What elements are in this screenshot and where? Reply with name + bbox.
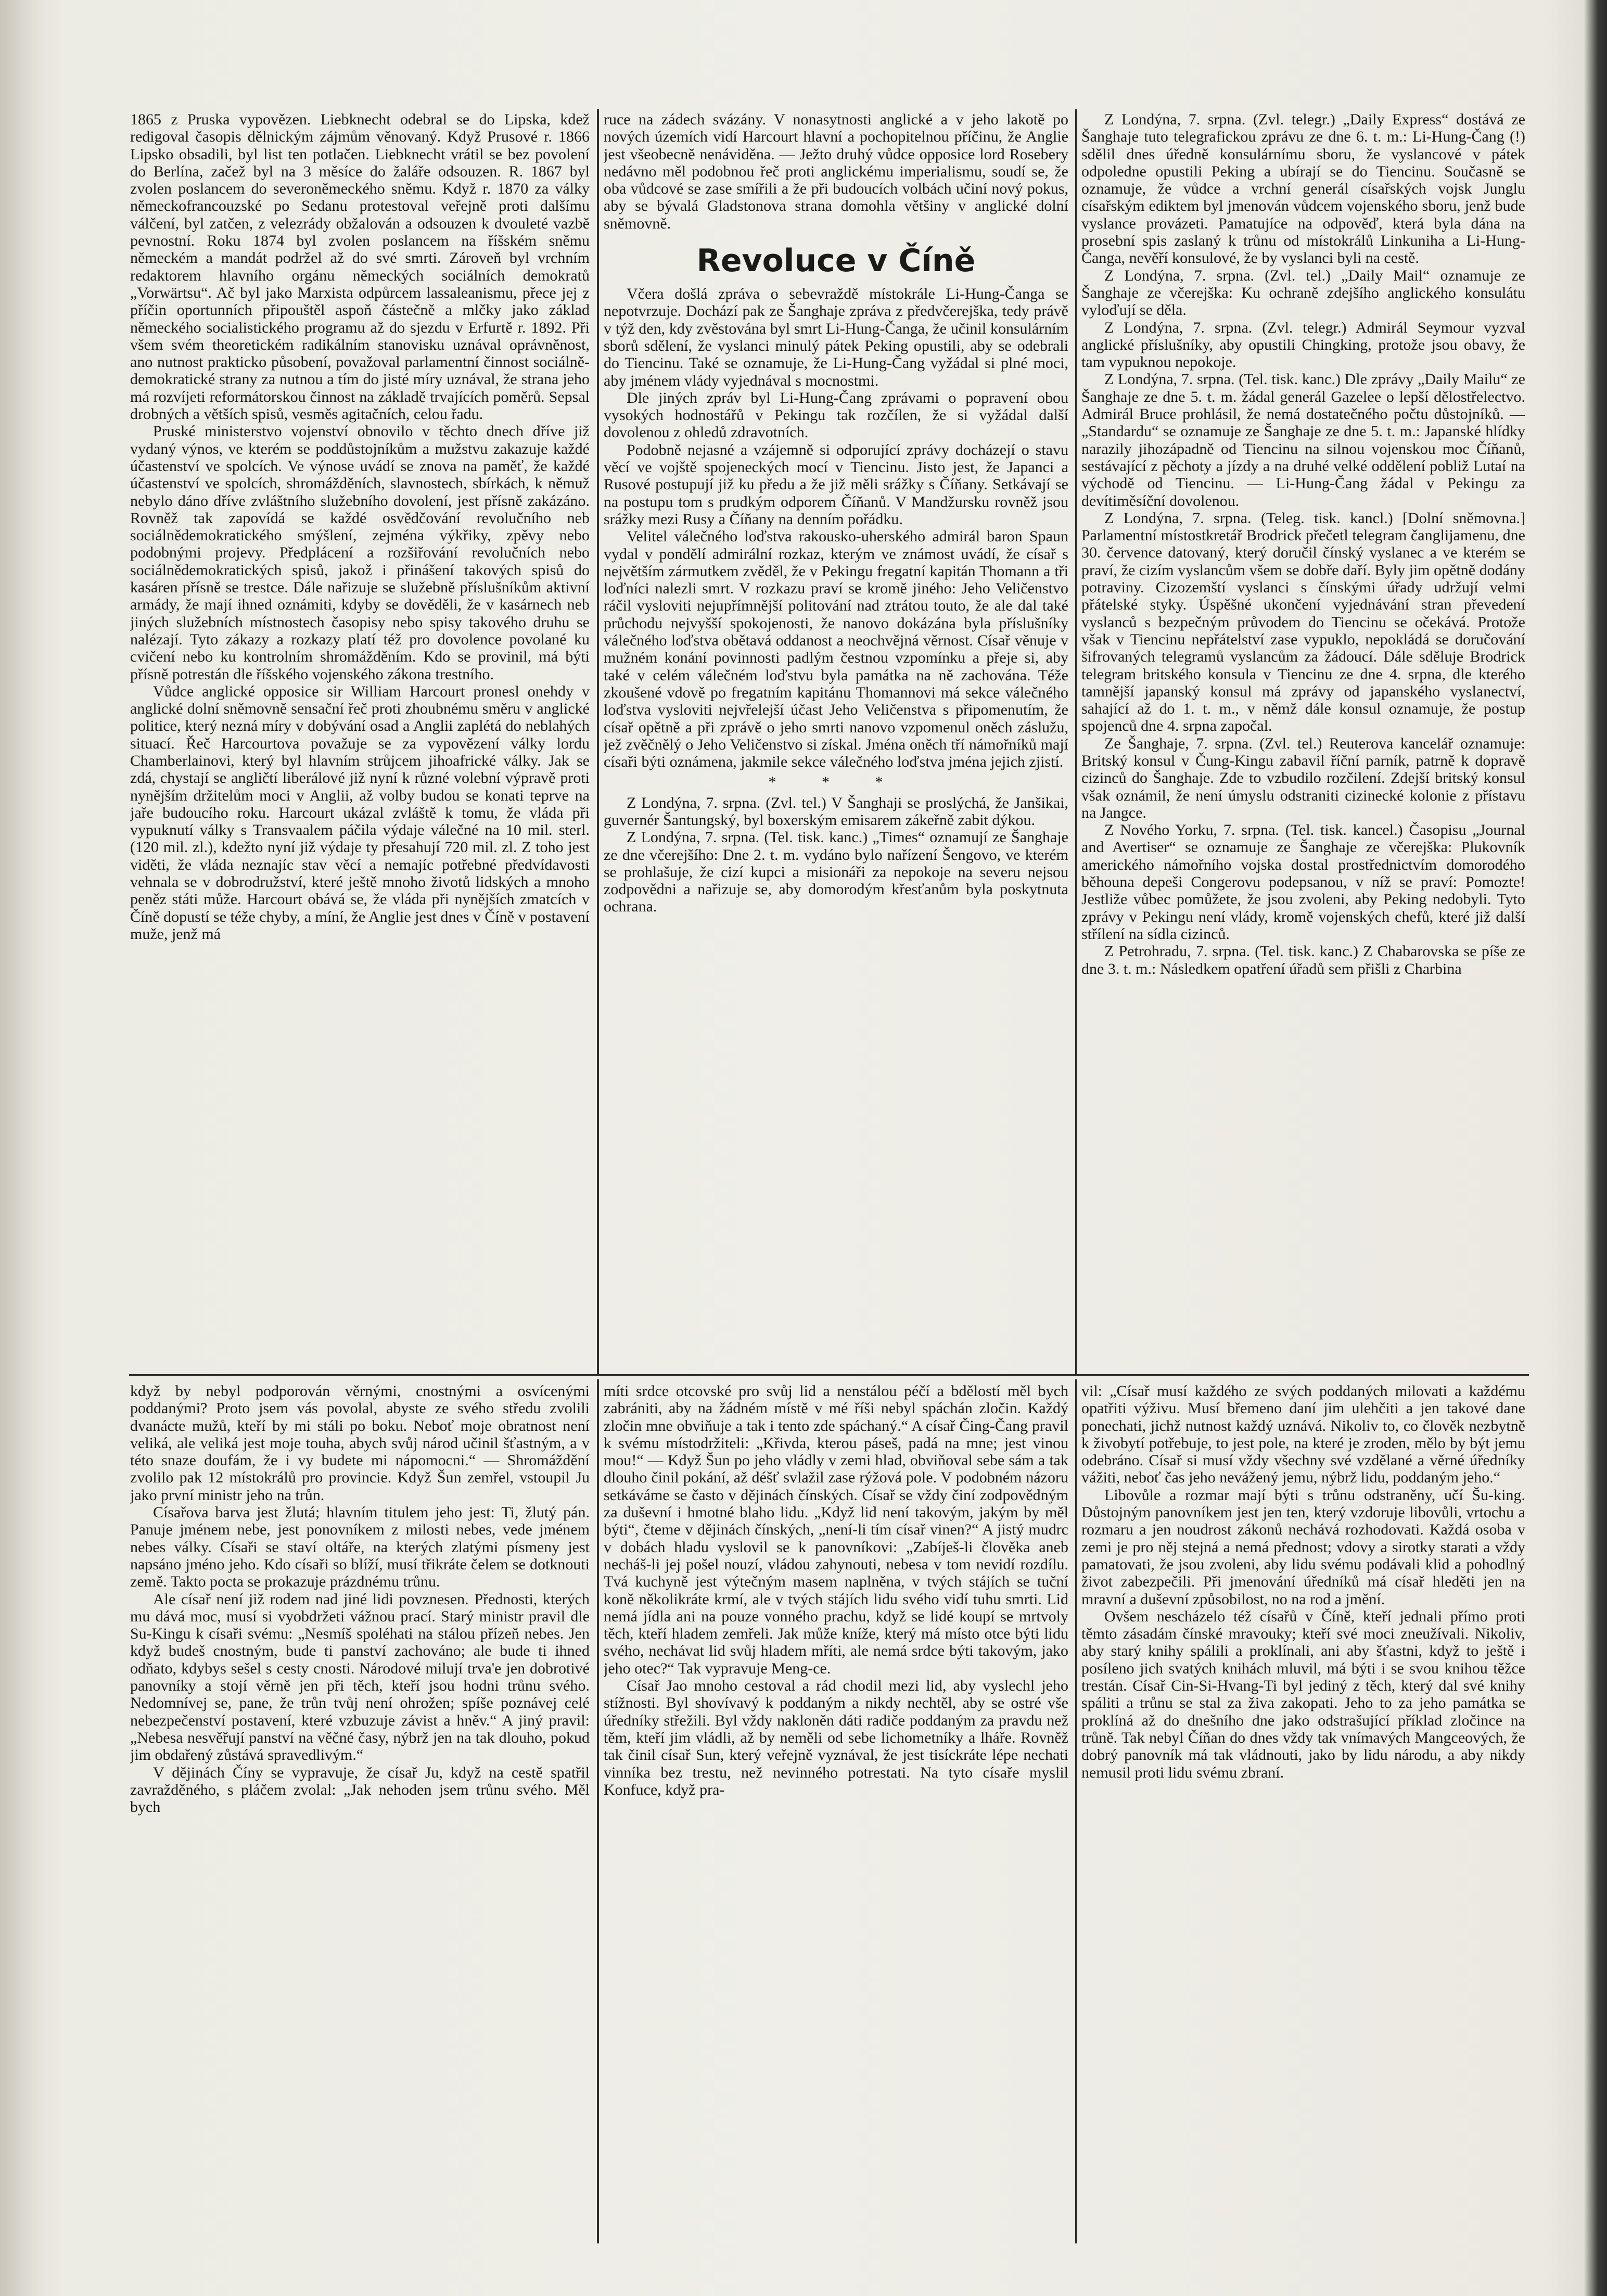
- page-left-shadow: [0, 0, 36, 2296]
- article-title: Revoluce v Číně: [696, 243, 976, 280]
- dispatch-brodrick: Z Londýna, 7. srpna. (Teleg. tisk. kancl.) [Dolní sněmovna.] Parlamentní místostkretář Brodrick přečetl telegram čanglijamenu, dne 30. července datovaný, který doručil čínský vyslanec a ve kterém se praví, že cizím vyslancům všem se dobře daří. Byly jim opětně dodány potraviny. Cizozemští vyslanci s čínskými úřady udržují velmi přátelské styky. Úspěšné ukončení vyjednávání stran převedení vyslanců s bezpečným průvodem do Tiencinu se očekává. Protože však v Tiencinu nepřátelství zase vypuklo, nepokládá se doručování šifrovaných telegramů vyslancům za žádoucí. Dále sděluje Brodrick telegram britského konsula v Tiencinu ze dne 4. srpna, dle kterého tamnější japanský konsul má zprávy od japanského vyslanectví, sahající až do 1. t. m., v němž dále konsul oznamuje, že postup spojenců dne 4. srpna započal.: [1081, 509, 1525, 735]
- feuilleton-paragraph-7: vil: „Císař musí každého ze svých poddaných milovati a každému opatřiti výživu. Musí břemeno daní jim ulehčiti a jen takové dane ponechati, jichž nutnost každý uznává. Nikoliv to, co člověk nezbytně k živobytí potřebuje, to jest pole, na které je zroden, mělo by být jemu odebráno. Císař si musí vždy všechny své vzdělané a věrné úředníky vážiti, neboť čas jeho nevážený jemu, nýbrž lidu, poddaným jeho.“: [1081, 1382, 1525, 1487]
- page-right-shadow: [1584, 0, 1607, 2296]
- column-4: [130, 1382, 590, 2241]
- feuilleton-paragraph-3: Ale císař není již rodem nad jiné lidi povznesen. Přednosti, kterých mu dává moc, musí si vyobdržeti vážnou prací. Starý ministr pravil dle Su-Kingu k císaři svému: „Nesmíš spoléhati na stálou přízeň nebes. Jen když budeš cnostným, bude ti panství zachováno; ale bude ti ihned odňato, kdybys sešel s cesty cnosti. Národové milují trva'e jen dobrotivé panovníky a stojí věrně jen při těch, kteří jsou hodni trůnu svého. Nedomnívej se, pane, že trůn tvůj není ohrožen; spíše poznávej celé nebezpečenství postavení, které vzbuzuje závist a hněv.“ A jiný pravil: „Nebesa nesvěřují panství na věčné časy, nýbrž jen na tak dlouho, pokud jim obdařený zůstává spravedlivým.“: [130, 1590, 590, 1764]
- feuilleton-paragraph-4: V dějinách Číny se vypravuje, že císař Ju, když na cestě spatřil zavražděného, s pláčem zvolal: „Jak nehoden jsem trůnu svého. Měl bych: [130, 1764, 590, 1816]
- dispatch-london-1: Z Londýna, 7. srpna. (Zvl. tel.) V Šanghaji se proslýchá, že Janšikai, guvernér Šantungský, byl boxerským emisarem zákeřně zabit dýkou.: [604, 794, 1068, 829]
- column-2: [604, 111, 1068, 1371]
- feuilleton-paragraph-6: Císař Jao mnoho cestoval a rád chodil mezi lid, aby vyslechl jeho stížnosti. Byl shovívavý k poddaným a nikdy nechtěl, aby se ostré vše úředníky střežili. Byl vždy nakloněn dáti radiče poddaným za pravdu než těm, kteří jim vládli, až by neměli od sebe lichometníky a lháře. Rovněž tak činil císař Sun, který veřejně vyznával, že jest tisíckráte lépe nechati vinníka bez trestu, než nevinného potrestati. Na tyto císaře myslil Konfuce, když pra-: [604, 1677, 1068, 1798]
- paragraph-other-reports: Dle jiných zpráv byl Li-Hung-Čang zprávami o popravení obou vysokých hodnostářů v Pekingu tak rozčílen, že si vyžádal další dovolenou z ohledů zdravotních.: [604, 389, 1068, 441]
- feuilleton-paragraph-8: Libovůle a rozmar mají býti s trůnu odstraněny, učí Šu-king. Důstojným panovníkem jest jen ten, který vzdoruje libovůli, vrtochu a rozmaru a jen noudrost zákonů nechává rozhodovati. Každá osoba v zemi je pro něj stejná a nemá přednost; vdovy a sirotky starati a vždy pamatovati, že jsou zvoleni, aby lidu svému podávali klid a pohodlný život zabezpečili. Při jmenování úředníků má císař hleděti jen na mravní a duševní způsobilost, no na rod a jmění.: [1081, 1486, 1525, 1608]
- paragraph-tientsin: Podobně nejasné a vzájemně si odporující zprávy docházejí o stavu věcí ve vojště spojeneckých mocí v Tiencinu. Jisto jest, že Japanci a Rusové postupují již ku předu a že již měli srážky s Číňany. Setkávají se na postupu tom s prudkým odporem Číňanů. V Mandžursku rovněž jsou srážky mezi Rusy a Číňany na denním pořádku.: [604, 441, 1068, 528]
- column-rule: [1075, 109, 1077, 1374]
- feuilleton-paragraph-1: když by nebyl podporován věrnými, cnostnými a osvícenými poddanými? Proto jsem vás povolal, abyste ze svého středu zvolili dvanácte mužů, kteří by mi stáli po boku. Neboť moje obratnost není veliká, ale veliká jest moje touha, abych svůj národ učinil šťastným, a v této snaze doufám, že i vy budete mi nápomocni.“ — Shromáždění zvolilo pak 12 místokrálů pro provincie. Když Šun zemřel, vstoupil Ju jako první ministr jeho na trůn.: [130, 1382, 590, 1504]
- paragraph-harcourt: Vůdce anglické opposice sir William Harcourt pronesl onehdy v anglické dolní sněmovně sensační řeč proti zhoubnému směru v anglické politice, který nezná míry v dobývání osad a Anglii zaplétá do neblahých situací. Řeč Harcourtova považuje se za vypovězení války lordu Chamberlainovi, který byl hlavním strůjcem jihoafrické války. Jak se zdá, chystají se angličtí liberálové již nyní k různé volební výpravě proti nynějším držitelům moci v Anglii, až volby budou se konati teprve na jaře budoucího roku. Harcourt ukázal zvláště k tomu, že vláda při vypuknutí války s Transvaalem páčila výdaje válečné na 10 mil. sterl. (120 mil. zl.), kdežto nyní již výdaje ty přesahují 720 mil. zl. Z toho jest viděti, že vláda neznajíc stav věcí a nemajíc potřebné předvídavosti vehnala se v dobrodružství, které ještě mnoho životů lidských a mnoho peněz státi může. Harcourt obává se, že vláda při nynějších zmatcích v Číně dopustí se téže chyby, a míní, že Anglie jest dnes v Číně v postavení muže, jenž má: [130, 682, 590, 943]
- paragraph-prussian-ministry: Pruské ministerstvo vojenství obnovilo v těchto dnech dříve již vydaný výnos, ve kterém se poddůstojníkům a mužstvu zakazuje každé účastenství ve spolcích. Ve výnose uvádí se znova na paměť, že každé účastenství ve spolcích, shromážděních, slavnostech, sbírkách, k němuž nebylo dáno dříve zvláštního služebního dovolení, jest přísně zakázáno. Rovněž tak zapovídá se každé osvědčování revolučního neb sociálnědemokratického smýšlení, zejména výkřiky, zpěvy nebo podobnými projevy. Předplácení a rozšiřování revolučních nebo sociálnědemokratických spisů, jakož i přinášení takových spisů do kasáren přísně se trestce. Dále nařizuje se služebně příslušníkům aktivní armády, že mají ihned oznámiti, kdyby se dověděli, že v kasárnech neb jiných služebních místnostech časopisy nebo spisy takového druhu se nalézají. Tyto zákazy a rozkazy platí též pro dovolence povolané ku cvičení nebo ku kontrolním shromážděním. Kdo se provinil, má býti přísně potrestán dle říšského vojenského zákona trestního.: [130, 423, 590, 683]
- paragraph-admiral-spaun: Velitel válečného loďstva rakousko-uherského admirál baron Spaun vydal v pondělí admirální rozkaz, kterým ve známost uvádí, že císař s největším zármutkem zvěděl, že v Pekingu fregatní kapitán Thomann a tři loďníci nalezli smrt. V rozkazu praví se kromě jiného: Jeho Veličenstvo ráčil vysloviti nejupřímnější politování nad ztrátou touto, že ale dal také průchodu nejvyšší spokojenosti, že nanovo dokázána byla příslušníky válečného loďstva obětavá oddanost a neochvějná věrnost. Císař věnuje v mužném konání povinnosti padlým čestnou vzpomínku a přeje si, aby také v celém válečném loďstvu byla památka na ně zachována. Téže zkoušené vdově po fregatním kapitánu Thomannovi má sekce válečného loďstva vysloviti nejvřelejší účast Jeho Veličenstva s připomenutím, že císař opětně a při zprávě o jeho smrti nanovo vzpomenul oněch záslužu, jež zvěčnělý o Jeho Veličenstvo si získal. Jména oněch tří námořníků mají císaři býti oznámena, jakmile sekce válečného loďstva jména jejich zjistí.: [604, 528, 1068, 771]
- paragraph-liebknecht: 1865 z Pruska vypovězen. Liebknecht odebral se do Lipska, kdež redigoval časopis dělnickým zájmům věnovaný. Když Prusové r. 1866 Lipsko obsadili, byl list ten potlačen. Liebknecht vrátil se bez povolení do Berlína, začež byl na 3 měsíce do žaláře odsouzen. R. 1867 byl zvolen poslancem do severoněmeckého sněmu. Když r. 1870 za války německofrancouzské po Sedanu protestoval veřejně proti dalšímu válčení, byl zatčen, z velezrády obžalován a odsouzen k dvouleté vazbě pevnostní. Roku 1874 byl zvolen poslancem na říšském sněmu německém a mandát podržel až do své smrti. Zároveň byl vrchním redaktorem hlavního orgánu německých sociálních demokratů „Vorwärtsu“. Ač byl jako Marxista odpůrcem lassaleanismu, přece jej z příčin oportunních připouštěl aspoň částečně a mlčky jako základ německého socialistického programu až do sjezdu v Erfurtě r. 1892. Při všem svém theoretickém radikálním stanovisku uznával oprávněnost, ano nutnost prakticko působení, považoval parlamentní činnost sociálně-demokratické strany za nutnou a tím do jisté míry uznával, že strana jeho má rozvíjeti reformátorskou činnost na základě trvajících poměrů. Sepsal drobných a větších spisů, vesměs agitačních, celou řadu.: [130, 111, 590, 423]
- feuilleton-paragraph-5: míti srdce otcovské pro svůj lid a nenstálou péčí a bdělostí měl bych zabrániti, aby na žádném místě v mé říši nebyl spáchán zločin. Každý zločin mne obviňuje a tak i tento zde spáchaný.“ A císař Čing-Čang pravil k svému místodržiteli: „Křivda, kterou páseš, padá na mne; jest vinou mou!“ — Když Šun po jeho vládly v zemi hlad, obviňoval sebe sám a tak dlouho činil pokání, až déšť svlažil zase rýžová pole. V podobném názoru setkáváme se často v dějinách čínských. Císař se vždy činí zodpovědným za duševní i hmotné blaho lidu. „Když lid není takovým, jakým by měl býti“, čteme v dějinách čínských, „není-li tím císař vinen?“ A jistý mudrc v dobách hladu vyslovil se k panovníkovi: „Zabíješ-li člověka aneb necháš-li jej pošel nouzí, vládou zahynouti, nebesa v tom nevidí rozdílu. Tvá kuchyně jest výtečným masem naplněna, v tvých stájích se tuční koně několikráte krmí, ale v tvých stájích lidu svého vidí tuhu smrti. Lid nemá jídla ani na pouze vonného prachu, když se lidé koupí se mrtvoly těch, kteří hladem zemřeli. Jak může kníže, který má místo otce býti lidu svého, nechávat lid svůj hladem mříti, ale nemá srdce býti takovým, jako jeho otec?“ Tak vypravuje Meng-ce.: [604, 1382, 1068, 1677]
- dispatch-daily-express: Z Londýna, 7. srpna. (Zvl. telegr.) „Daily Express“ dostává ze Šanghaje tuto telegrafickou zprávu ze dne 6. t. m.: Li-Hung-Čang (!) sdělil dnes úředně konsulárnímu sboru, že vyslancové v pátek odpoledne opustili Peking a ubírají se do Tiencinu. Současně se oznamuje, že vůdce a vrchní generál císařských vojsk Junglu císařským ediktem byl jmenován vůdcem vojenského sboru, jenž bude vyslance provázeti. Pamatujíce na odpověď, která byla dána na prosební spis zaslaný k trůnu od místokrálů Linkuniha a Li-Hung-Čanga, nevěří konsulové, že by vyslanci byli na cestě.: [1081, 111, 1525, 267]
- column-1: [130, 111, 590, 1371]
- section-stars: * * *: [768, 773, 904, 791]
- column-rule: [1075, 1379, 1077, 2243]
- dispatch-london-2: Z Londýna, 7. srpna. (Tel. tisk. kanc.) „Times“ oznamují ze Šanghaje ze dne včerejšího: Dne 2. t. m. vydáno bylo nařízení Šengovo, ve kterém se prohlašuje, že cizí kupci a misionáři za nepokoje na severu nejsou zodpovědni a nařizuje se, aby domorodým křesťanům byla poskytnuta ochrana.: [604, 829, 1068, 916]
- dispatch-new-york: Z Nového Yorku, 7. srpna. (Tel. tisk. kancel.) Časopisu „Journal and Avertiser“ se oznamuje ze Šanghaje ze včerejška: Plukovník amerického námořního vojska dostal prostřednictvím domorodého běhouna depeši Congerovu podepsanou, v níž se praví: Pomozte! Jestliže vůbec pomůžete, že jsou zvoleni, aby Peking nedobyli. Tyto zprávy v Pekingu není vlády, kromě vojenských chefů, které již další střílení na sídla cizinců.: [1081, 821, 1525, 943]
- column-rule: [597, 109, 599, 1374]
- dispatch-gazelee: Z Londýna, 7. srpna. (Tel. tisk. kanc.) Dle zprávy „Daily Mailu“ ze Šanghaje ze dne 5. t. m. žádal generál Gazelee o lepší dělostřelectvo. Admirál Bruce prohlásil, že nemá dostatečného počtu důstojníků. — „Standardu“ se oznamuje ze Šanghaje ze dne 5. t. m.: Japanské hlídky narazily jihozápadně od Tiencinu na silnou vojenskou moc Číňanů, sestávající z pěchoty a jízdy a na druhé velké oddělení pobliž Lutaí na východě od Tiencinu. — Li-Hung-Čang žádal v Pekingu za devítiměsíční dovolenou.: [1081, 371, 1525, 510]
- column-5: [604, 1382, 1068, 2241]
- column-rule: [597, 1379, 599, 2243]
- dispatch-daily-mail: Z Londýna, 7. srpna. (Zvl. tel.) „Daily Mail“ oznamuje ze Šanghaje ze včerejška: Ku ochraně zdejšího anglického konsulátu vyloďují se děla.: [1081, 267, 1525, 319]
- dispatch-petersburg: Z Petrohradu, 7. srpna. (Tel. tisk. kanc.) Z Chabarovska se píše ze dne 3. t. m.: Následkem opatření úřadů sem přišli z Charbina: [1081, 943, 1525, 978]
- dispatch-seymour: Z Londýna, 7. srpna. (Zvl. telegr.) Admirál Seymour vyzval anglické příslušníky, aby opustili Chingking, protože jsou obavy, že tam vypuknou nepokoje.: [1081, 319, 1525, 371]
- feuilleton-paragraph-2: Císařova barva jest žlutá; hlavním titulem jeho jest: Ti, žlutý pán. Panuje jménem nebe, jest ponovníkem z milosti nebes, vede jménem nebes války. Císaři se staví oltáře, na kterých zlatými písmeny jest napsáno jméno jeho. Kdo císaři so blíží, musí třikráte čelem se dotknouti země. Takto pocta se prokazuje prázdnému trůnu.: [130, 1504, 590, 1591]
- dispatch-shanghai: Ze Šanghaje, 7. srpna. (Zvl. tel.) Reuterova kancelář oznamuje: Britský konsul v Čung-Kingu zabavil říční parník, patrně k dopravě cizinců do Šanghaje. Zde to vzbudilo rozčilení. Zdejší britský konsul však oznámil, že není úmyslu odstraniti cizinecké kolonie z přístavu na Jangce.: [1081, 734, 1525, 821]
- column-6: [1081, 1382, 1525, 2241]
- paragraph-harcourt-continued: ruce na zádech svázány. V nonasytnosti anglické a v jeho lakotě po nových územích vidí Harcourt hlavní a pochopitelnou příčinu, že Anglie jest všeobecně nenáviděna. — Ježto druhý vůdce opposice lord Rosebery nedávno měl podobnou řeč proti anglickému imperialismu, soudí se, že oba vůdcové se zase smířili a že při budoucích volbách učiní nový pokus, aby se bývalá Gladstonova strana domohla většiny v anglické dolní sněmovně.: [604, 111, 1068, 232]
- section-divider: [129, 1374, 1529, 1376]
- column-3: [1081, 111, 1525, 1371]
- paragraph-li-hung-chang: Včera došlá zpráva o sebevraždě místokrále Li-Hung-Čanga se nepotvrzuje. Dochází pak ze Šanghaje zpráva z předvčerejška, tedy právě v týž den, kdy zvěstována byl smrt Li-Hung-Čanga, že učinil konsulárním sborů sdělení, že vyslanci minulý pátek Peking opustili, aby se odebrali do Tiencinu. Také se oznamuje, že Li-Hung-Čang vyžádal si plné moci, aby jménem vlády vyjednával s mocnostmi.: [604, 285, 1068, 389]
- feuilleton-paragraph-9: Ovšem nescházelo též císařů v Číně, kteří jednali přímo proti těmto zásadám čínské mravouky; kteří své moci zneužívali. Nikoliv, aby starý knihy spálili a proklínali, ani aby šťastni, když to ještě i posíleno jich svatých knihách mluvil, má býti i se svou knihou těžce trestán. Císař Cin-Si-Hvang-Ti byl jediný z těch, který dal své knihy spáliti a trůnu se stal za živa zakopati. Jeho to za jeho památka se proklíná až do dnešního dne jako odstrašující příklad zločince na trůně. Tak nebyl Číňan do dnes vždy tak vnímavých Mangceových, že dobrý panovník má tak vládnouti, jako by lidu národu, a aby nikdy nemusil proti lidu svému zbraní.: [1081, 1607, 1525, 1781]
